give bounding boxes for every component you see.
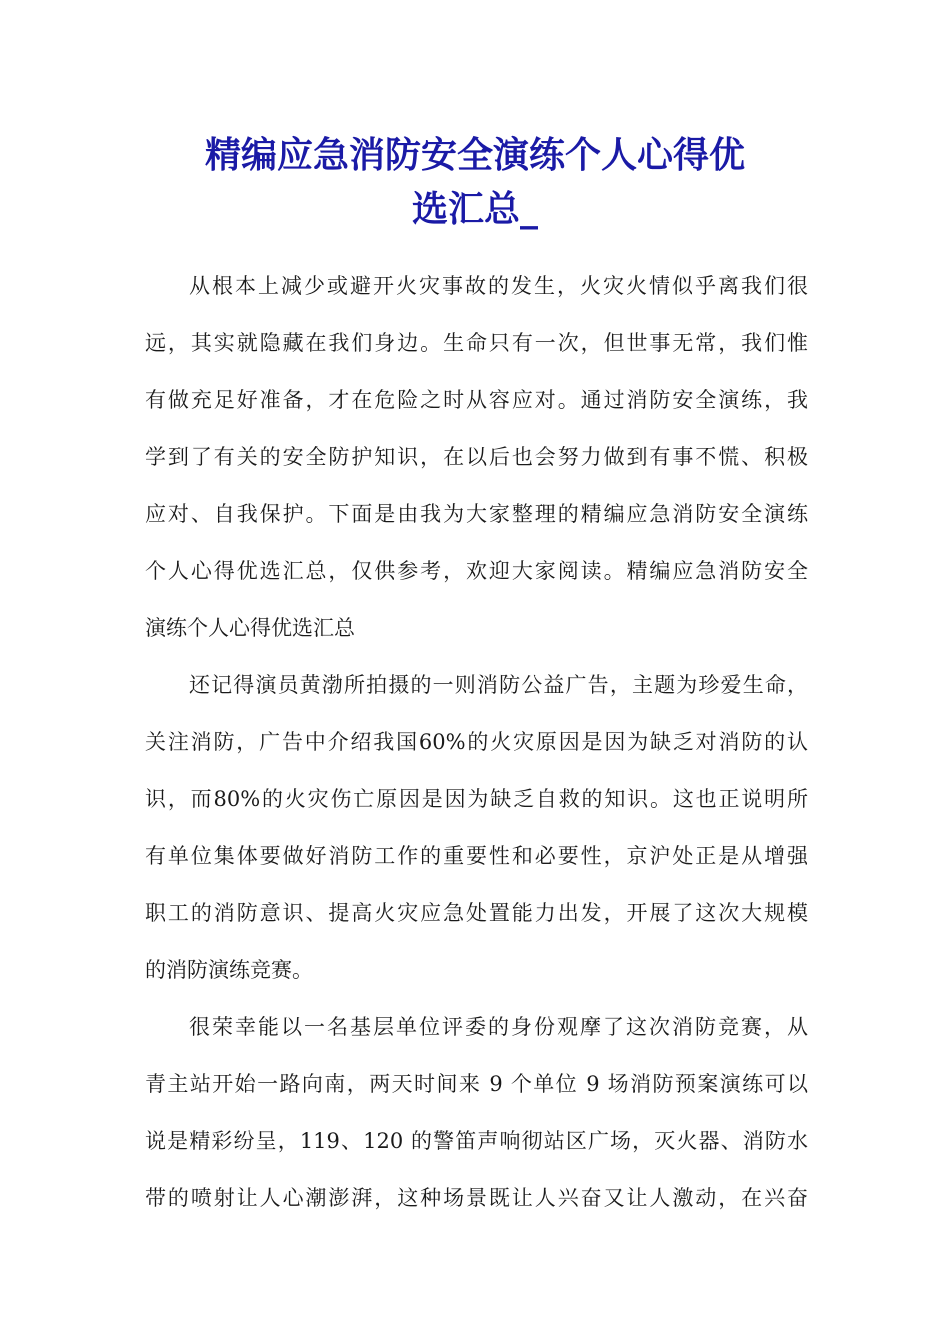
text-line: 很荣幸能以一名基层单位评委的身份观摩了这次消防竞赛，从 [189, 1015, 808, 1039]
paragraph-advertisement [145, 657, 808, 999]
document-title [140, 128, 810, 236]
text-line: 学到了有关的安全防护知识，在以后也会努力做到有事不慌、积极 [145, 445, 808, 469]
text-line: 关注消防，广告中介绍我国60%的火灾原因是因为缺乏对消防的认 [145, 730, 808, 754]
text-line: 的消防演练竞赛。 [145, 958, 313, 982]
text-line: 有做充足好准备，才在危险之时从容应对。通过消防安全演练，我 [145, 388, 808, 412]
title-line: 精编应急消防安全演练个人心得优 [204, 134, 745, 176]
title-line: 选汇总_ [411, 188, 538, 230]
text-line: 远，其实就隐藏在我们身边。生命只有一次，但世事无常，我们惟 [145, 331, 808, 355]
paragraph-competition [145, 999, 808, 1227]
text-line: 说是精彩纷呈，119、120 的警笛声响彻站区广场，灭火器、消防水 [145, 1129, 808, 1153]
text-line: 青主站开始一路向南，两天时间来 9 个单位 9 场消防预案演练可以 [145, 1072, 808, 1096]
document-body [145, 258, 808, 1227]
text-line: 个人心得优选汇总，仅供参考，欢迎大家阅读。精编应急消防安全 [145, 559, 808, 583]
text-line: 带的喷射让人心潮澎湃，这种场景既让人兴奋又让人激动，在兴奋 [145, 1186, 808, 1210]
text-line: 职工的消防意识、提高火灾应急处置能力出发，开展了这次大规模 [145, 901, 808, 925]
text-line: 识，而80%的火灾伤亡原因是因为缺乏自救的知识。这也正说明所 [145, 787, 808, 811]
text-line: 有单位集体要做好消防工作的重要性和必要性，京沪处正是从增强 [145, 844, 808, 868]
paragraph-intro [145, 258, 808, 657]
text-line: 应对、自我保护。下面是由我为大家整理的精编应急消防安全演练 [145, 502, 808, 526]
text-line: 从根本上减少或避开火灾事故的发生，火灾火情似乎离我们很 [189, 274, 808, 298]
text-line: 演练个人心得优选汇总 [145, 616, 355, 640]
text-line: 还记得演员黄渤所拍摄的一则消防公益广告，主题为珍爱生命， [189, 673, 808, 697]
